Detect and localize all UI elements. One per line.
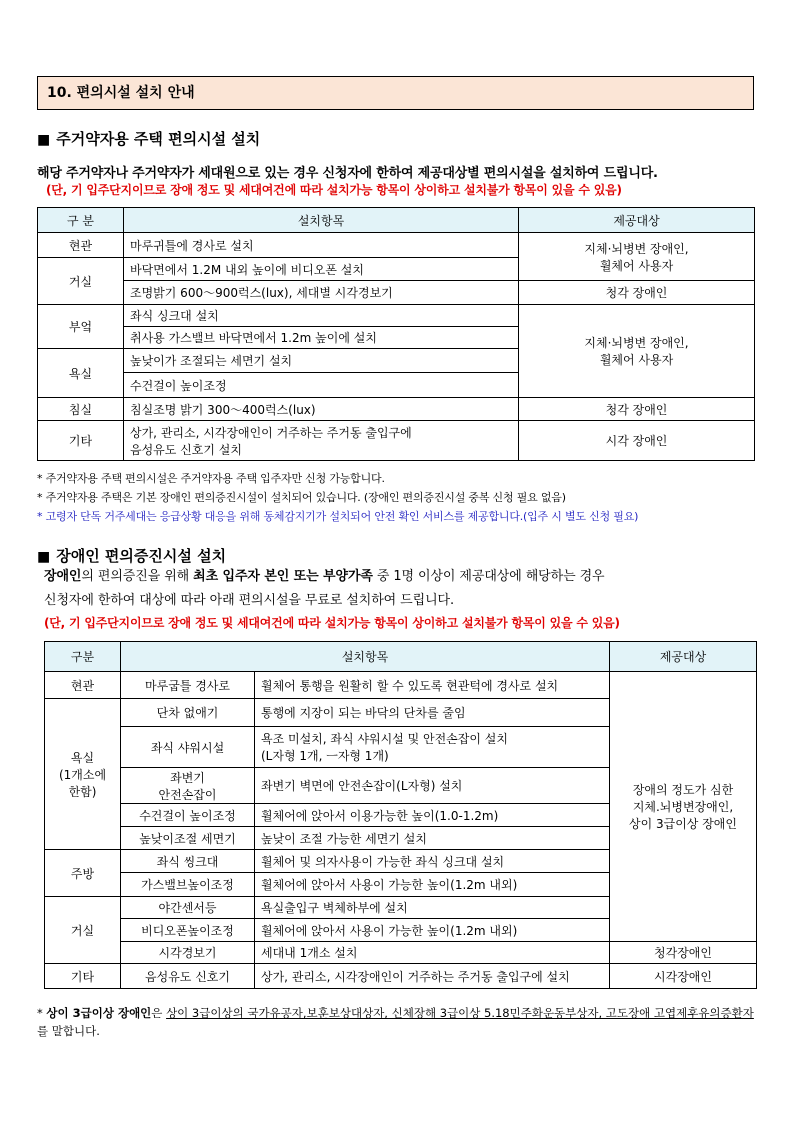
- header-target: 제공대상: [519, 208, 755, 233]
- item-bedlight: 침실조명 밝기 300～400럭스(lux): [124, 398, 519, 421]
- r1-name: 마루굽틀 경사로: [121, 672, 255, 699]
- note-2: * 주거약자용 주택은 기본 장애인 편의증진시설이 설치되어 있습니다. (장애인 편의증진시설 중복 신청 필요 없음): [37, 491, 566, 504]
- target-physical-line2: 휠체어 사용자: [599, 353, 674, 367]
- section2-heading-text: 장애인 편의증진시설 설치: [56, 547, 227, 565]
- target-visual-1: 시각 장애인: [519, 421, 755, 461]
- target-hearing-1: 청각 장애인: [519, 281, 755, 305]
- item-threshold: 마루귀틀에 경사로 설치: [124, 233, 519, 258]
- target-main-line2: 지체.뇌병변장애인,: [632, 800, 734, 814]
- r7-desc: 휠체어 및 의자사용이 가능한 좌식 싱크대 설치: [255, 850, 610, 873]
- footnote: [37, 1004, 757, 1040]
- r4-name-line2: 안전손잡이: [158, 787, 217, 802]
- para-text-b: 의 편의증진을 위해: [81, 569, 194, 584]
- category-living: 거실: [45, 897, 121, 964]
- category-kitchen: 주방: [45, 850, 121, 897]
- item-lighting: 조명밝기 600～900럭스(lux), 세대별 시각경보기: [124, 281, 519, 305]
- target-visual: 시각장애인: [610, 964, 757, 989]
- section1-heading-text: 주거약자용 주택 편의시설 설치: [56, 130, 261, 148]
- footnote-star: *: [37, 1006, 47, 1020]
- section2-paragraph-line2: 신청자에 한하여 대상에 따라 아래 편의시설을 무료로 설치하여 드립니다.: [44, 593, 455, 608]
- r12-name: 음성유도 신호기: [121, 964, 255, 989]
- r11-name: 시각경보기: [121, 942, 255, 964]
- section2-paragraph-line1: [44, 566, 605, 587]
- item-guide-signal: [124, 421, 519, 461]
- r3-desc: [255, 727, 610, 768]
- item-videophone: 바닥면에서 1.2M 내외 높이에 비디오폰 설치: [124, 258, 519, 281]
- section2-heading: [37, 545, 226, 566]
- cat-bath-line2: (1개소에: [58, 767, 107, 782]
- header-category: 구 분: [38, 208, 124, 233]
- item-washbasin: 높낮이가 조절되는 세면기 설치: [124, 349, 519, 373]
- r8-name: 가스밸브높이조정: [121, 873, 255, 897]
- header-target: 제공대상: [610, 642, 757, 672]
- r9-name: 야간센서등: [121, 897, 255, 919]
- disability-facilities-table: [44, 641, 757, 989]
- category-etc: 기타: [45, 964, 121, 989]
- footnote-particle: 은: [151, 1006, 167, 1020]
- category-entrance: 현관: [45, 672, 121, 699]
- category-kitchen: 부엌: [38, 305, 124, 349]
- category-bath: [45, 699, 121, 850]
- r5-desc: 휠체어에 앉아서 이용가능한 높이(1.0-1.2m): [255, 804, 610, 827]
- category-bedroom: 침실: [38, 398, 124, 421]
- cat-bath-line3: 한함): [68, 784, 97, 799]
- para-first-resident: 최초 입주자 본인 또는 부양가족: [193, 569, 373, 584]
- target-physical-2: [519, 305, 755, 398]
- category-living: 거실: [38, 258, 124, 305]
- r4-name: [121, 768, 255, 804]
- note-1: * 주거약자용 주택 편의시설은 주거약자용 주택 입주자만 신청 가능합니다.: [37, 472, 385, 485]
- para-text-d: 중 1명 이상이 제공대상에 해당하는 경우: [372, 569, 605, 584]
- category-etc: 기타: [38, 421, 124, 461]
- section1-red-note: (단, 기 입주단지이므로 장애 정도 및 세대여건에 따라 설치가능 항목이 상이하고 설치불가 항목이 있을 수 있음): [46, 183, 622, 197]
- footnote-end: 를 말합니다.: [37, 1024, 100, 1038]
- target-physical-line2: 휠체어 사용자: [599, 258, 674, 273]
- r10-name: 비디오폰높이조정: [121, 919, 255, 942]
- r2-desc: 통행에 지장이 되는 바닥의 단차를 줄임: [255, 699, 610, 727]
- r9-desc: 욕실출입구 벽체하부에 설치: [255, 897, 610, 919]
- section2-red-note: (단, 기 입주단지이므로 장애 정도 및 세대여건에 따라 설치가능 항목이 상이하고 설치불가 항목이 있을 수 있음): [44, 616, 620, 630]
- r8-desc: 휠체어에 앉아서 사용이 가능한 높이(1.2m 내외): [255, 873, 610, 897]
- category-entrance: 현관: [38, 233, 124, 258]
- item-guide-line2: 음성유도 신호기 설치: [130, 442, 242, 457]
- r3-desc-line2: (L자형 1개, ㅡ자형 1개): [261, 749, 389, 763]
- r10-desc: 휠체어에 앉아서 사용이 가능한 높이(1.2m 내외): [255, 919, 610, 942]
- r3-name: 좌식 샤워시설: [121, 727, 255, 768]
- item-towel: 수건걸이 높이조정: [124, 373, 519, 398]
- target-physical-1: [519, 233, 755, 281]
- header-item: 설치항목: [121, 642, 610, 672]
- item-guide-line1: 상가, 관리소, 시각장애인이 거주하는 주거동 출입구에: [130, 425, 412, 440]
- r5-name: 수건걸이 높이조정: [121, 804, 255, 827]
- section1-intro: 해당 주거약자나 주거약자가 세대원으로 있는 경우 신청자에 한하여 제공대상별 편의시설을 설치하여 드립니다.: [37, 166, 658, 181]
- square-bullet-icon: ■: [37, 132, 51, 148]
- r1-desc: 휠체어 통행을 원활히 할 수 있도록 현관턱에 경사로 설치: [255, 672, 610, 699]
- para-disabled: 장애인: [44, 569, 82, 584]
- item-sink: 좌식 싱크대 설치: [124, 305, 519, 327]
- residential-facilities-table: [37, 207, 755, 461]
- cat-bath-line1: 욕실: [70, 750, 95, 765]
- r4-name-line1: 좌변기: [170, 770, 205, 785]
- section1-heading: [37, 128, 260, 149]
- item-gasvalve: 취사용 가스밸브 바닥면에서 1.2m 높이에 설치: [124, 327, 519, 349]
- square-bullet-icon: ■: [37, 549, 51, 565]
- target-main-line1: 장애의 정도가 심한: [632, 783, 734, 797]
- header-item: 설치항목: [124, 208, 519, 233]
- target-physical-line1: 지체·뇌병변 장애인,: [584, 336, 689, 350]
- target-hearing: 청각장애인: [610, 942, 757, 964]
- footnote-definition: 상이 3급이상의 국가유공자,보훈보상대상자, 신체장해 3급이상 5.18민주화운동부상자, 고도장애 고엽제후유의증환자: [166, 1006, 754, 1020]
- r2-name: 단차 없애기: [121, 699, 255, 727]
- footnote-term: 상이 3급이상 장애인: [46, 1006, 152, 1020]
- header-category: 구분: [45, 642, 121, 672]
- r3-desc-line1: 욕조 미설치, 좌식 샤워시설 및 안전손잡이 설치: [261, 732, 508, 746]
- target-hearing-2: 청각 장애인: [519, 398, 755, 421]
- section-title: 10. 편의시설 설치 안내: [37, 76, 754, 110]
- r4-desc: 좌변기 벽면에 안전손잡이(L자형) 설치: [255, 768, 610, 804]
- r6-desc: 높낮이 조절 가능한 세면기 설치: [255, 827, 610, 850]
- r7-name: 좌식 씽크대: [121, 850, 255, 873]
- target-main-line3: 상이 3급이상 장애인: [628, 817, 737, 831]
- section1-notes: [37, 469, 638, 526]
- target-main: [610, 672, 757, 942]
- r11-desc: 세대내 1개소 설치: [255, 942, 610, 964]
- note-3: * 고령자 단독 거주세대는 응급상황 대응을 위해 동체감지기가 설치되어 안전 확인 서비스를 제공합니다.(입주 시 별도 신청 필요): [37, 510, 639, 523]
- target-physical-line1: 지체·뇌병변 장애인,: [584, 241, 689, 256]
- category-bath: 욕실: [38, 349, 124, 398]
- r6-name: 높낮이조절 세면기: [121, 827, 255, 850]
- r12-desc: 상가, 관리소, 시각장애인이 거주하는 주거동 출입구에 설치: [255, 964, 610, 989]
